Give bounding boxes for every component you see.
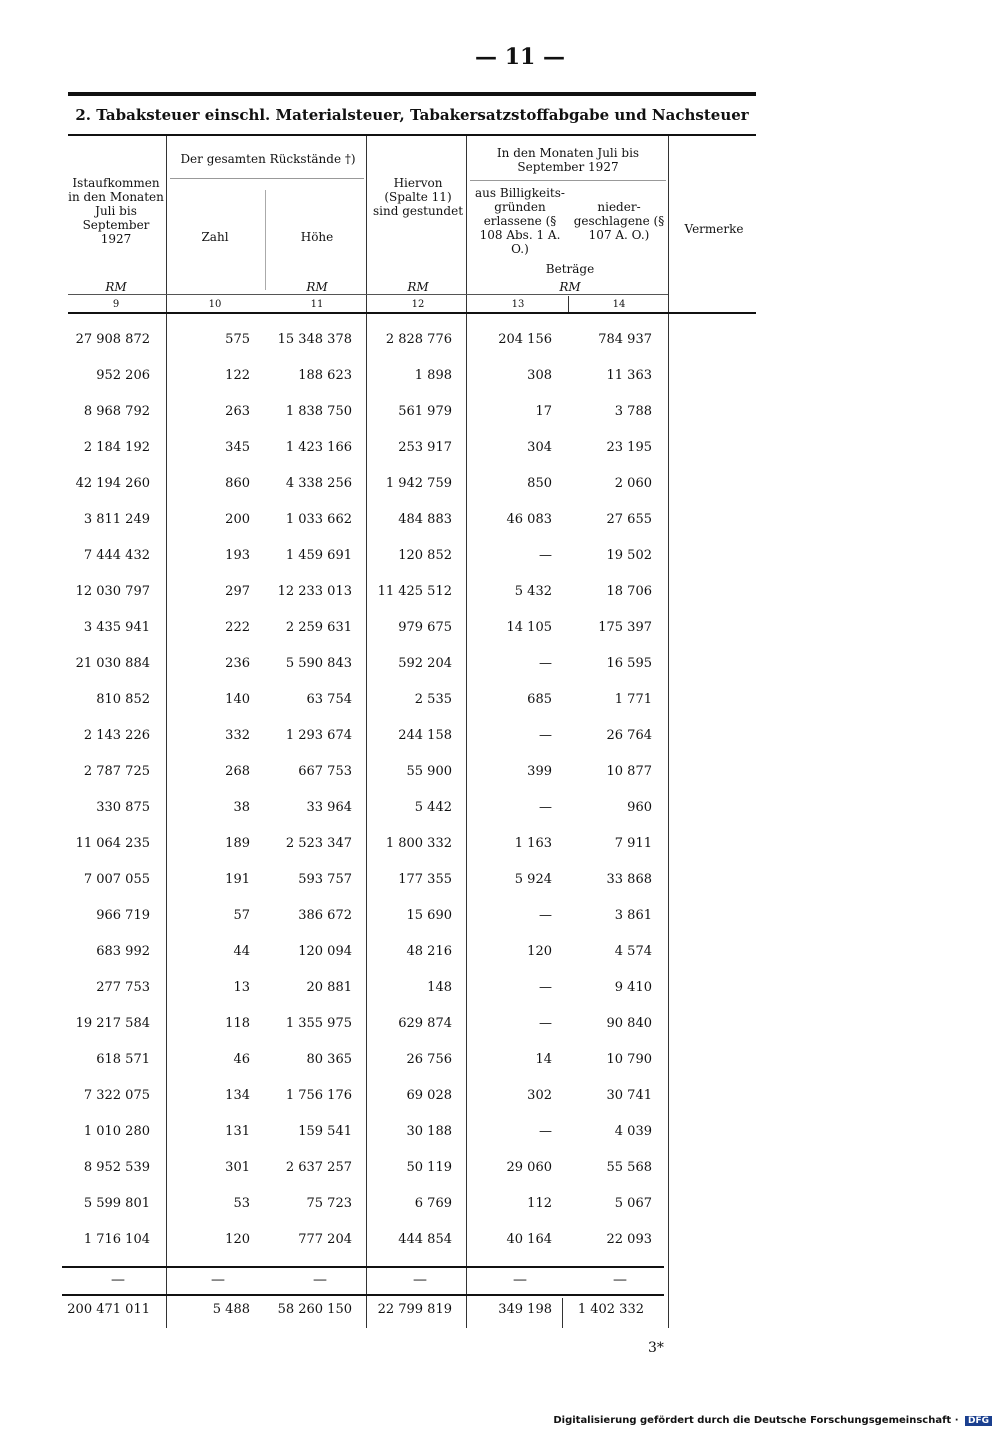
table-cell: 193	[225, 548, 250, 563]
table-cell: 301	[225, 1160, 250, 1175]
table-cell: 4 574	[614, 944, 652, 959]
title-rule	[68, 134, 756, 136]
page-mark: 3*	[648, 1340, 664, 1356]
table-cell: 40 164	[506, 1232, 552, 1247]
table-cell: 120 852	[398, 548, 452, 563]
group-rule-2	[470, 180, 666, 181]
table-cell: 268	[225, 764, 250, 779]
dash-cell: —	[313, 1272, 327, 1288]
table-cell: 2 523 347	[285, 836, 352, 851]
colnum-rule	[68, 294, 668, 295]
table-cell: 860	[225, 476, 250, 491]
table-cell: 120	[225, 1232, 250, 1247]
table-cell: 9 410	[614, 980, 652, 995]
table-cell: 134	[225, 1088, 250, 1103]
col-divider-3	[466, 136, 467, 1328]
header-vermerke: Vermerke	[684, 222, 744, 236]
table-cell: 20 881	[306, 980, 352, 995]
header-group-rueckstaende: Der gesamten Rückstände †)	[180, 152, 356, 166]
table-cell: 30 741	[606, 1088, 652, 1103]
table-cell: 23 195	[606, 440, 652, 455]
dfg-logo: DFG	[965, 1416, 992, 1426]
col-divider-1	[166, 136, 167, 1328]
table-cell: 330 875	[96, 800, 150, 815]
table-cell: 33 868	[606, 872, 652, 887]
table-cell: 5 924	[514, 872, 552, 887]
table-cell: 6 769	[414, 1196, 452, 1211]
table-cell: 188 623	[298, 368, 352, 383]
table-cell: 561 979	[398, 404, 452, 419]
table-cell: 263	[225, 404, 250, 419]
table-cell: 332	[225, 728, 250, 743]
table-cell: 55 568	[606, 1160, 652, 1175]
table-cell: 159 541	[298, 1124, 352, 1139]
total-cell: 22 799 819	[377, 1302, 452, 1317]
col-divider-sub-1	[265, 190, 266, 290]
table-cell: 42 194 260	[75, 476, 150, 491]
table-cell: 27 908 872	[75, 332, 150, 347]
table-cell: 308	[527, 368, 552, 383]
table-cell: 12 233 013	[277, 584, 352, 599]
header-col11: Höhe	[300, 230, 334, 244]
table-cell: 1 942 759	[385, 476, 452, 491]
table-cell: 1 771	[614, 692, 652, 707]
dash-cell: —	[613, 1272, 627, 1288]
col-divider-2	[366, 136, 367, 1328]
table-cell: 11 064 235	[75, 836, 150, 851]
table-cell: 22 093	[606, 1232, 652, 1247]
table-cell: 10 790	[606, 1052, 652, 1067]
table-cell: 90 840	[606, 1016, 652, 1031]
table-cell: —	[539, 800, 552, 815]
table-cell: 593 757	[298, 872, 352, 887]
table-cell: 777 204	[298, 1232, 352, 1247]
total-cell: 58 260 150	[277, 1302, 352, 1317]
header-col12: Hiervon (Spalte 11) sind gestundet	[372, 176, 464, 218]
table-cell: —	[539, 656, 552, 671]
table-cell: 297	[225, 584, 250, 599]
table-cell: 69 028	[406, 1088, 452, 1103]
table-cell: 592 204	[398, 656, 452, 671]
table-cell: 177 355	[398, 872, 452, 887]
table-cell: 810 852	[96, 692, 150, 707]
table-cell: 175 397	[598, 620, 652, 635]
table-cell: 46 083	[506, 512, 552, 527]
table-cell: 277 753	[96, 980, 150, 995]
table-cell: 189	[225, 836, 250, 851]
table-cell: 2 060	[614, 476, 652, 491]
table-cell: 960	[627, 800, 652, 815]
table-cell: 38	[233, 800, 250, 815]
table-cell: 2 143 226	[83, 728, 150, 743]
table-cell: 27 655	[606, 512, 652, 527]
total-cell: 349 198	[498, 1302, 552, 1317]
group-rule-1	[170, 178, 364, 179]
colnum-13: 13	[511, 299, 525, 310]
table-cell: 10 877	[606, 764, 652, 779]
page-number: — 11 —	[475, 44, 565, 70]
table-cell: 244 158	[398, 728, 452, 743]
table-cell: 618 571	[96, 1052, 150, 1067]
table-cell: 302	[527, 1088, 552, 1103]
table-cell: 15 348 378	[277, 332, 352, 347]
table-cell: 1 756 176	[285, 1088, 352, 1103]
table-cell: 204 156	[498, 332, 552, 347]
table-cell: 30 188	[406, 1124, 452, 1139]
footer-credit: Digitalisierung gefördert durch die Deutsche Forschungsgemeinschaft · DFG	[553, 1415, 992, 1426]
table-cell: 304	[527, 440, 552, 455]
dash-cell: —	[413, 1272, 427, 1288]
sum-rule-1	[62, 1266, 664, 1268]
table-cell: 667 753	[298, 764, 352, 779]
table-cell: 14 105	[506, 620, 552, 635]
total-cell: 1 402 332	[577, 1302, 644, 1317]
table-cell: 2 637 257	[285, 1160, 352, 1175]
table-cell: 1 898	[414, 368, 452, 383]
table-cell: 1 423 166	[285, 440, 352, 455]
table-cell: 3 788	[614, 404, 652, 419]
table-cell: 1 033 662	[285, 512, 352, 527]
table-cell: 7 007 055	[83, 872, 150, 887]
table-title: 2. Tabaksteuer einschl. Materialsteuer, Tabakersatzstoffabgabe und Nachsteuer	[75, 106, 749, 124]
dash-cell: —	[513, 1272, 527, 1288]
table-cell: —	[539, 548, 552, 563]
top-rule	[68, 92, 756, 96]
table-cell: 112	[527, 1196, 552, 1211]
table-cell: 952 206	[96, 368, 150, 383]
header-group-monate: In den Monaten Juli bis September 1927	[496, 146, 640, 174]
table-cell: —	[539, 980, 552, 995]
table-cell: 1 010 280	[83, 1124, 150, 1139]
table-cell: 26 756	[406, 1052, 452, 1067]
table-cell: 18 706	[606, 584, 652, 599]
table-cell: 2 184 192	[83, 440, 150, 455]
colnum-10: 10	[208, 299, 222, 310]
table-cell: 19 502	[606, 548, 652, 563]
dash-cell: —	[111, 1272, 125, 1288]
table-cell: 63 754	[306, 692, 352, 707]
table-cell: 2 259 631	[285, 620, 352, 635]
header-col9: Istaufkommen in den Monaten Juli bis September 1927	[68, 176, 164, 246]
table-cell: 8 968 792	[83, 404, 150, 419]
table-cell: 2 787 725	[83, 764, 150, 779]
header-bottom-rule	[68, 312, 756, 314]
table-cell: 2 828 776	[385, 332, 452, 347]
footer-credit-text: Digitalisierung gefördert durch die Deutsche Forschungsgemeinschaft	[553, 1415, 952, 1426]
table-cell: 399	[527, 764, 552, 779]
table-cell: 5 590 843	[285, 656, 352, 671]
sum-rule-2	[62, 1294, 664, 1296]
table-cell: 1 800 332	[385, 836, 452, 851]
table-cell: 26 764	[606, 728, 652, 743]
table-cell: 19 217 584	[75, 1016, 150, 1031]
table-cell: —	[539, 1016, 552, 1031]
table-cell: 131	[225, 1124, 250, 1139]
table-cell: 3 435 941	[83, 620, 150, 635]
table-cell: —	[539, 1124, 552, 1139]
table-cell: 253 917	[398, 440, 452, 455]
table-cell: 2 535	[414, 692, 452, 707]
total-cell: 200 471 011	[67, 1302, 150, 1317]
table-cell: 1 838 750	[285, 404, 352, 419]
table-cell: 75 723	[306, 1196, 352, 1211]
table-cell: 16 595	[606, 656, 652, 671]
table-cell: 53	[233, 1196, 250, 1211]
table-cell: 191	[225, 872, 250, 887]
colnum-12: 12	[411, 299, 425, 310]
table-cell: 1 163	[514, 836, 552, 851]
header-col13: aus Billigkeits-gründen erlassene (§ 108 Abs. 1 A. O.)	[475, 186, 565, 256]
table-cell: 120	[527, 944, 552, 959]
table-cell: 966 719	[96, 908, 150, 923]
table-cell: 120 094	[298, 944, 352, 959]
unit-betraege: RM	[559, 280, 581, 294]
table-cell: 80 365	[306, 1052, 352, 1067]
unit-col12: RM	[407, 280, 429, 294]
table-cell: 29 060	[506, 1160, 552, 1175]
table-cell: 200	[225, 512, 250, 527]
table-cell: 57	[233, 908, 250, 923]
col-divider-sub-2	[568, 296, 569, 312]
table-cell: 50 119	[406, 1160, 452, 1175]
table-cell: 55 900	[406, 764, 452, 779]
table-cell: 5 442	[414, 800, 452, 815]
table-cell: 44	[233, 944, 250, 959]
table-cell: 236	[225, 656, 250, 671]
table-cell: 222	[225, 620, 250, 635]
table-cell: 7 911	[614, 836, 652, 851]
table-cell: 118	[225, 1016, 250, 1031]
table-cell: 5 432	[514, 584, 552, 599]
table-cell: 784 937	[598, 332, 652, 347]
table-cell: 11 363	[606, 368, 652, 383]
table-cell: 8 952 539	[83, 1160, 150, 1175]
dash-cell: —	[211, 1272, 225, 1288]
table-cell: 12 030 797	[75, 584, 150, 599]
table-cell: 13	[233, 980, 250, 995]
col-divider-total	[562, 1298, 563, 1328]
table-cell: 7 322 075	[83, 1088, 150, 1103]
table-cell: 3 811 249	[83, 512, 150, 527]
table-cell: 46	[233, 1052, 250, 1067]
table-cell: 1 293 674	[285, 728, 352, 743]
table-cell: 3 861	[614, 908, 652, 923]
table-cell: 575	[225, 332, 250, 347]
unit-col9: RM	[105, 280, 127, 294]
table-cell: 850	[527, 476, 552, 491]
table-cell: 11 425 512	[377, 584, 452, 599]
table-cell: 21 030 884	[75, 656, 150, 671]
colnum-14: 14	[612, 299, 626, 310]
table-cell: 5 067	[614, 1196, 652, 1211]
table-cell: 33 964	[306, 800, 352, 815]
table-cell: —	[539, 728, 552, 743]
table-cell: 444 854	[398, 1232, 452, 1247]
table-cell: 17	[535, 404, 552, 419]
table-cell: 122	[225, 368, 250, 383]
table-cell: 979 675	[398, 620, 452, 635]
table-cell: 4 039	[614, 1124, 652, 1139]
table-cell: 14	[535, 1052, 552, 1067]
table-cell: 1 459 691	[285, 548, 352, 563]
table-cell: 4 338 256	[285, 476, 352, 491]
header-betraege: Beträge	[545, 262, 595, 276]
table-cell: 386 672	[298, 908, 352, 923]
table-cell: —	[539, 908, 552, 923]
table-cell: 1 355 975	[285, 1016, 352, 1031]
table-cell: 140	[225, 692, 250, 707]
table-cell: 148	[427, 980, 452, 995]
colnum-9: 9	[112, 299, 120, 310]
table-cell: 48 216	[406, 944, 452, 959]
table-cell: 7 444 432	[83, 548, 150, 563]
total-cell: 5 488	[212, 1302, 250, 1317]
table-cell: 683 992	[96, 944, 150, 959]
table-cell: 15 690	[406, 908, 452, 923]
table-cell: 484 883	[398, 512, 452, 527]
table-cell: 685	[527, 692, 552, 707]
table-cell: 345	[225, 440, 250, 455]
colnum-11: 11	[310, 299, 324, 310]
unit-col11: RM	[306, 280, 328, 294]
table-cell: 629 874	[398, 1016, 452, 1031]
table-cell: 1 716 104	[83, 1232, 150, 1247]
table-cell: 5 599 801	[83, 1196, 150, 1211]
header-col14: nieder-geschlagene (§ 107 A. O.)	[573, 200, 665, 242]
header-col10: Zahl	[201, 230, 229, 244]
col-divider-4	[668, 136, 669, 1328]
